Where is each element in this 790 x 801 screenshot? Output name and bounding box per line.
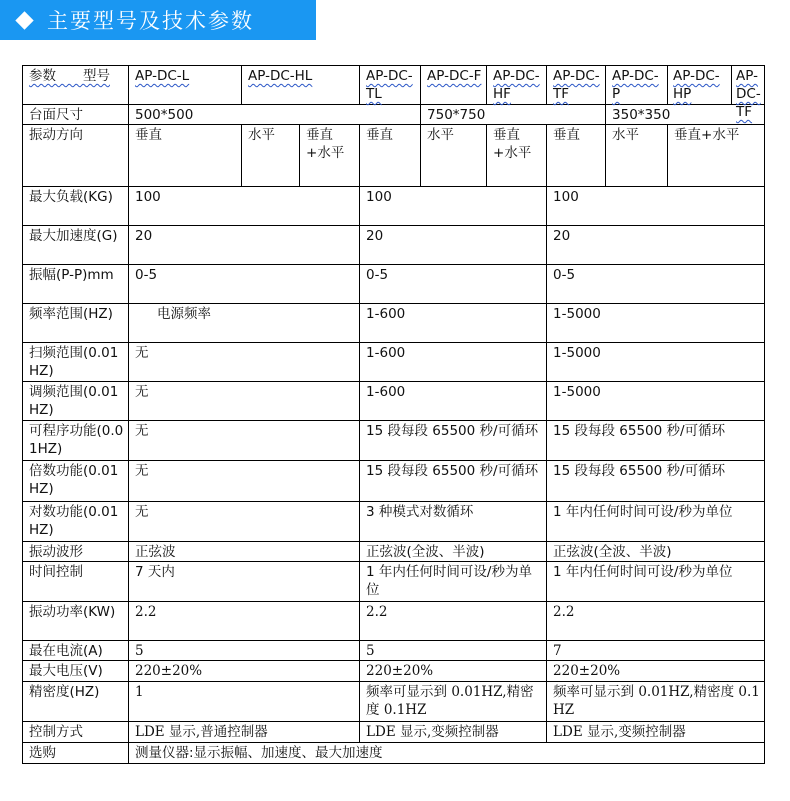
cell-g3: 15 段每段 65500 秒/可循环 (547, 461, 765, 502)
model-row (23, 66, 765, 105)
section-title: 主要型号及技术参数 (47, 9, 254, 33)
cell-g1: 2.2 (129, 602, 360, 641)
direction-cell: 垂直 (129, 125, 242, 187)
cell-g2: 15 段每段 65500 秒/可循环 (360, 461, 547, 502)
cell-g3: 20 (547, 226, 765, 265)
spec-row (23, 641, 765, 661)
cell-g3: 频率可显示到 0.01HZ,精密度 0.1HZ (547, 682, 765, 722)
spec-row (23, 682, 765, 722)
cell-g1: 电源频率 (129, 304, 360, 343)
cell-g3: 正弦波(全波、半波) (547, 542, 765, 562)
row-label: 精密度(HZ) (23, 682, 129, 722)
cell-g1: 无 (129, 421, 360, 461)
cell-g2: 1-600 (360, 343, 547, 382)
diamond-icon (15, 11, 33, 29)
spec-row (23, 304, 765, 343)
direction-cell: 水平 (421, 125, 487, 187)
row-label: 时间控制 (23, 562, 129, 602)
options-cell: 测量仪器:显示振幅、加速度、最大加速度 (129, 743, 765, 764)
cell-g3: 1-5000 (547, 343, 765, 382)
cell-g2: 2.2 (360, 602, 547, 641)
model-split-cell (668, 66, 765, 120)
model-cell: AP-DC-L (129, 66, 242, 105)
model-cell: AP-DC-P (606, 66, 668, 105)
row-label: 选购 (23, 743, 129, 764)
cell-g1: LDE 显示,普通控制器 (129, 722, 360, 743)
cell-g1: 无 (129, 343, 360, 382)
cell-g2: LDE 显示,变频控制器 (360, 722, 547, 743)
model-cell: AP-DC-TL (360, 66, 421, 105)
cell-g3: 0-5 (547, 265, 765, 304)
direction-cell: 垂直+水平 (300, 125, 360, 187)
row-label: 频率范围(HZ) (23, 304, 129, 343)
model-cell: AP-DC-TF (736, 68, 761, 120)
cell-g3: 1-5000 (547, 304, 765, 343)
cell-g3: 1-5000 (547, 382, 765, 421)
cell-g3: 1 年内任何时间可设/秒为单位 (547, 502, 765, 542)
cell-g1: 无 (129, 461, 360, 502)
cell-g2: 1-600 (360, 382, 547, 421)
cell-g1: 1 (129, 682, 360, 722)
row-label: 扫频范围(0.01HZ) (23, 343, 129, 382)
spec-row (23, 226, 765, 265)
spec-row (23, 661, 765, 682)
cell-g3: 15 段每段 65500 秒/可循环 (547, 421, 765, 461)
spec-row (23, 562, 765, 602)
row-label: 可程序功能(0.01HZ) (23, 421, 129, 461)
cell-g2: 750*750 (421, 105, 606, 125)
cell-g3: 350*350 (606, 105, 765, 125)
model-cell: AP-DC-HP (668, 66, 732, 104)
cell-g2: 20 (360, 226, 547, 265)
row-label: 振动波形 (23, 542, 129, 562)
row-label: 最在电流(A) (23, 641, 129, 661)
spec-table (22, 65, 765, 764)
spec-row (23, 502, 765, 542)
cell-g1: 20 (129, 226, 360, 265)
cell-g3: 220±20% (547, 661, 765, 682)
cell-g1: 正弦波 (129, 542, 360, 562)
spec-row (23, 722, 765, 743)
model-header-cell: 参数 型号 (23, 66, 129, 105)
row-label: 振幅(P-P)mm (23, 265, 129, 304)
row-label: 调频范围(0.01HZ) (23, 382, 129, 421)
direction-cell: 水平 (606, 125, 668, 187)
model-cell: AP-DC-HF (487, 66, 547, 105)
cell-g3: LDE 显示,变频控制器 (547, 722, 765, 743)
direction-cell: 垂直 (360, 125, 421, 187)
cell-g2: 5 (360, 641, 547, 661)
vibration-direction-row (23, 125, 765, 187)
cell-g2: 220±20% (360, 661, 547, 682)
cell-g2: 3 种模式对数循环 (360, 502, 547, 542)
cell-g3: 2.2 (547, 602, 765, 641)
cell-g1: 无 (129, 502, 360, 542)
row-label: 最大加速度(G) (23, 226, 129, 265)
cell-g2: 频率可显示到 0.01HZ,精密度 0.1HZ (360, 682, 547, 722)
cell-g2: 1-600 (360, 304, 547, 343)
model-cell: AP-DC-TF (547, 66, 606, 105)
spec-row (23, 602, 765, 641)
row-label: 最大负载(KG) (23, 187, 129, 226)
cell-g3: 100 (547, 187, 765, 226)
row-label: 倍数功能(0.01HZ) (23, 461, 129, 502)
section-header (0, 0, 316, 40)
cell-g1: 500*500 (129, 105, 421, 125)
row-label: 控制方式 (23, 722, 129, 743)
direction-cell: 水平 (242, 125, 300, 187)
spec-row (23, 343, 765, 382)
spec-row (23, 382, 765, 421)
cell-g3: 1 年内任何时间可设/秒为单位 (547, 562, 765, 602)
cell-g2: 100 (360, 187, 547, 226)
spec-row (23, 461, 765, 502)
cell-g1: 220±20% (129, 661, 360, 682)
model-cell: AP-DC-HL (242, 66, 360, 105)
options-row (23, 743, 765, 764)
spec-row (23, 421, 765, 461)
cell-g3: 7 (547, 641, 765, 661)
cell-g1: 无 (129, 382, 360, 421)
row-label: 对数功能(0.01HZ) (23, 502, 129, 542)
cell-g1: 0-5 (129, 265, 360, 304)
cell-g1: 7 天内 (129, 562, 360, 602)
row-label: 振动功率(KW) (23, 602, 129, 641)
cell-g1: 5 (129, 641, 360, 661)
cell-g2: 1 年内任何时间可设/秒为单位 (360, 562, 547, 602)
row-label: 台面尺寸 (23, 105, 129, 125)
table-size-row (23, 105, 765, 125)
cell-g2: 15 段每段 65500 秒/可循环 (360, 421, 547, 461)
spec-row (23, 265, 765, 304)
cell-g2: 正弦波(全波、半波) (360, 542, 547, 562)
row-label: 振动方向 (23, 125, 129, 187)
direction-cell: 垂直+水平 (668, 125, 765, 187)
model-cell: AP-DC-F (421, 66, 487, 105)
row-label: 最大电压(V) (23, 661, 129, 682)
cell-g1: 100 (129, 187, 360, 226)
cell-g2: 0-5 (360, 265, 547, 304)
spec-row (23, 187, 765, 226)
direction-cell: 垂直+水平 (487, 125, 547, 187)
spec-row (23, 542, 765, 562)
direction-cell: 垂直 (547, 125, 606, 187)
